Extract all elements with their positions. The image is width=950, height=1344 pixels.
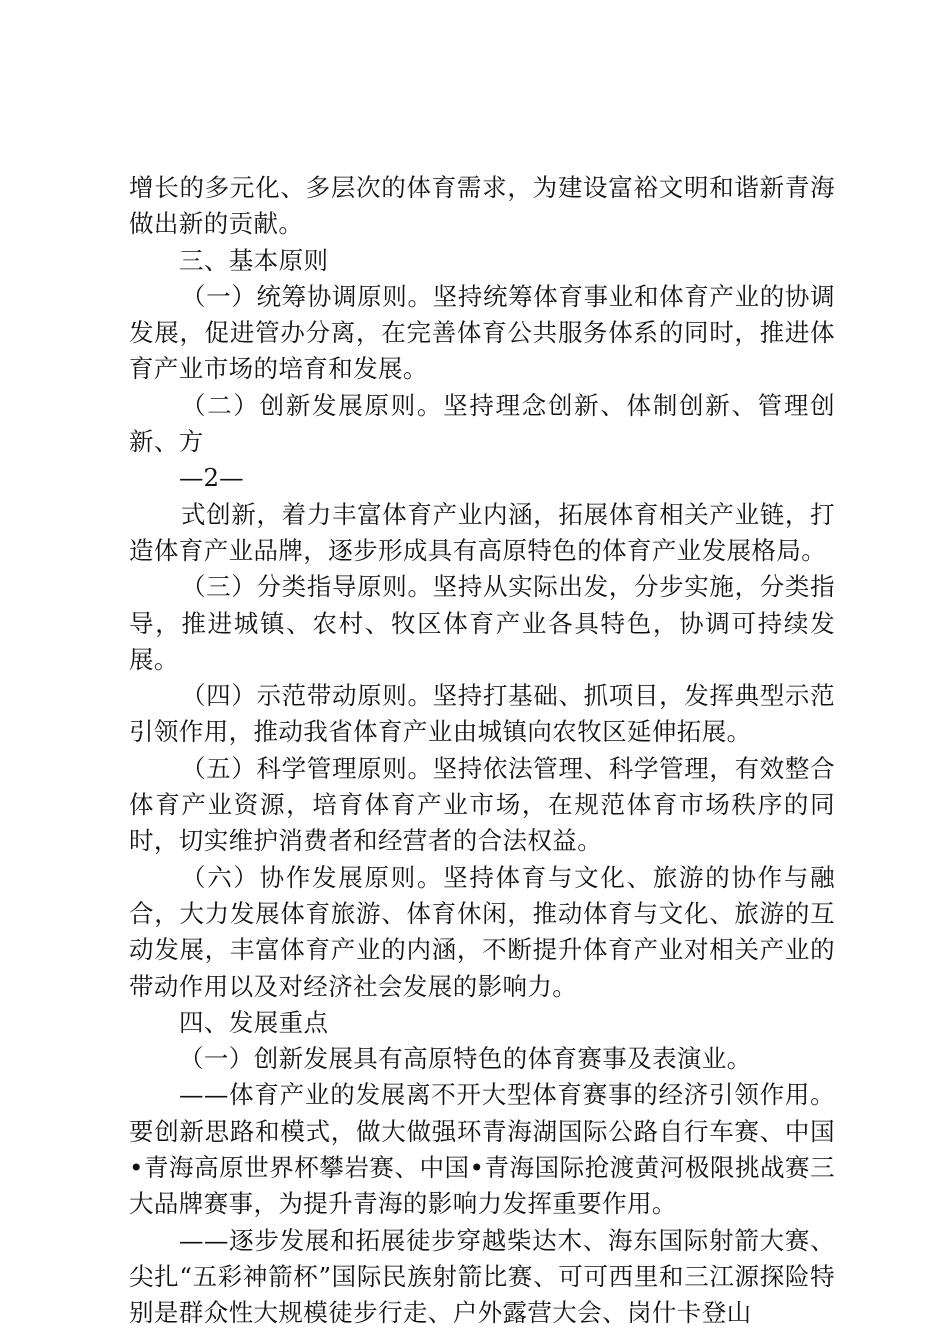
focus-item-1-heading: （一）创新发展具有高原特色的体育赛事及表演业。: [179, 1044, 752, 1074]
document-body: [129, 170, 835, 1332]
focus-item-outdoor-paragraph: ——逐步发展和拓展徒步穿越柴达木、海东国际射箭大赛、尖扎“五彩神箭杯”国际民族射箭比赛、可可西里和三江源探险特别是群众性大规模徒步行走、户外露营大会、岗什卡登山: [129, 1225, 835, 1328]
focus-item-events-paragraph: ——体育产业的发展离不开大型体育赛事的经济引领作用。要创新思路和模式，做大做强环青海湖国际公路自行车赛、中国•青海高原世界杯攀岩赛、中国•青海国际抢渡黄河极限挑战赛三大品牌赛事，为提升青海的影响力发挥重要作用。: [129, 1080, 835, 1219]
principle-demonstration: （四）示范带动原则。坚持打基础、抓项目，发挥典型示范引领作用，推动我省体育产业由城镇向农牧区延伸拓展。: [129, 681, 835, 747]
principle-innovation-continued: 式创新，着力丰富体育产业内涵，拓展体育相关产业链，打造体育产业品牌，逐步形成具有高原特色的体育产业发展格局。: [129, 499, 835, 565]
principle-coordination: （一）统筹协调原则。坚持统筹体育事业和体育产业的协调发展，促进管办分离，在完善体育公共服务体系的同时，推进体育产业市场的培育和发展。: [129, 281, 835, 384]
section-heading-development-focus: 四、发展重点: [179, 1007, 329, 1037]
section-heading-basic-principles: 三、基本原则: [179, 245, 329, 275]
principle-innovation: （二）创新发展原则。坚持理念创新、体制创新、管理创新、方: [129, 390, 835, 457]
paragraph-continuation: 增长的多元化、多层次的体育需求，为建设富裕文明和谐新青海做出新的贡献。: [129, 173, 835, 239]
principle-collaboration: （六）协作发展原则。坚持体育与文化、旅游的协作与融合，大力发展体育旅游、体育休闲，推动体育与文化、旅游的互动发展，丰富体育产业的内涵，不断提升体育产业对相关产业的带动作用以及对经济社会发展的影响力。: [129, 862, 835, 1001]
principle-scientific-management: （五）科学管理原则。坚持依法管理、科学管理，有效整合体育产业资源，培育体育产业市场，在规范体育市场秩序的同时，切实维护消费者和经营者的合法权益。: [129, 753, 835, 856]
principle-classified-guidance: （三）分类指导原则。坚持从实际出发，分步实施，分类指导，推进城镇、农村、牧区体育产业各具特色，协调可持续发展。: [129, 572, 835, 674]
page-number: —2—: [179, 463, 244, 493]
